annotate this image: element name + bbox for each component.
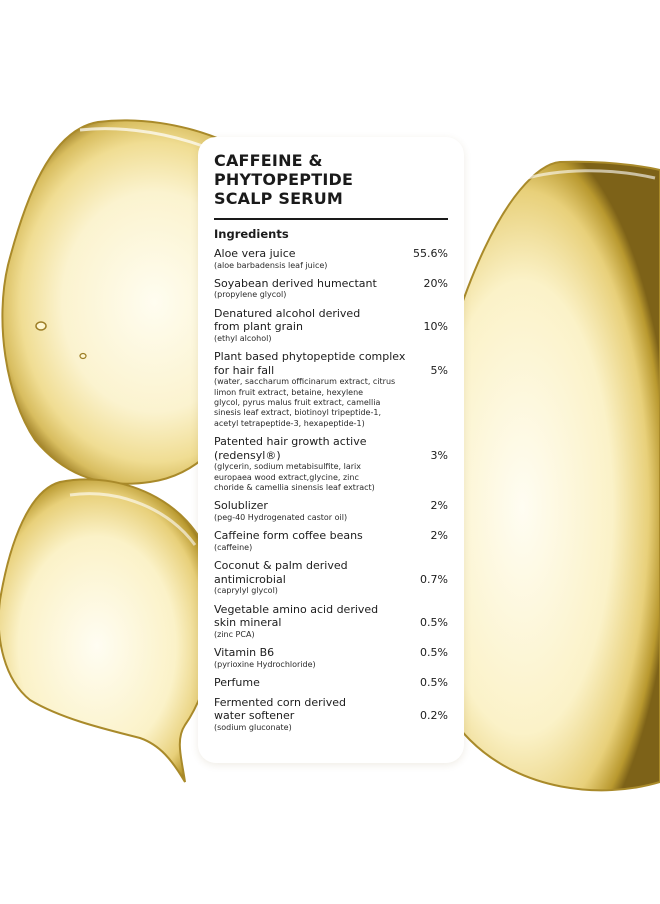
small-bubble-2 (80, 354, 86, 359)
small-bubble-1 (36, 322, 46, 330)
ingredient-row (214, 696, 448, 733)
bottom-left-droplet (0, 479, 217, 782)
ingredient-percent: 0.5% (420, 676, 448, 689)
ingredient-inci: (propylene glycol) (214, 290, 287, 300)
ingredient-row (214, 529, 448, 553)
ingredient-row (214, 499, 448, 523)
ingredient-inci: (zinc PCA) (214, 629, 255, 639)
ingredient-row (214, 435, 448, 493)
ingredient-percent: 2% (430, 499, 448, 513)
ingredient-name: Aloe vera juice (214, 247, 296, 260)
ingredient-name: Vegetable amino acid derived skin mineral (214, 602, 379, 630)
ingredient-row (214, 307, 448, 344)
ingredient-inci: (ethyl alcohol) (214, 333, 272, 343)
ingredient-row (214, 676, 448, 690)
ingredient-inci: (aloe barbadensis leaf juice) (214, 260, 328, 270)
ingredient-name: Plant based phytopeptide complex for hair fall (214, 350, 406, 377)
ingredient-percent: 0.5% (420, 646, 448, 660)
ingredient-percent: 0.5% (420, 616, 448, 630)
ingredient-name: Fermented corn derived water softener (214, 695, 346, 722)
ingredient-inci: (caffeine) (214, 542, 253, 552)
ingredient-percent: 10% (423, 320, 448, 334)
ingredient-row (214, 350, 448, 429)
ingredient-inci: (glycerin, sodium metabisulfite, larix europaea wood extract,glycine, zinc choride & camellia sinensis leaf extract) (214, 462, 375, 493)
ingredients-heading: Ingredients (214, 227, 289, 241)
ingredient-inci: (pyrioxine Hydrochloride) (214, 659, 316, 669)
ingredient-percent: 55.6% (413, 247, 448, 260)
ingredient-percent: 20% (423, 276, 448, 290)
ingredient-row (214, 247, 448, 271)
ingredient-name: Patented hair growth active (redensyl®) (214, 435, 367, 462)
ingredient-inci: (peg-40 Hydrogenated castor oil) (214, 512, 348, 522)
ingredient-name: Caffeine form coffee beans (214, 529, 363, 543)
ingredient-row (214, 603, 448, 640)
ingredient-inci: (caprylyl glycol) (214, 586, 278, 596)
ingredient-percent: 0.7% (420, 572, 448, 586)
ingredient-percent: 3% (430, 448, 448, 462)
product-title-line2: SCALP SERUM (214, 189, 344, 208)
ingredient-percent: 2% (430, 529, 448, 543)
ingredient-row (214, 277, 448, 301)
ingredient-name: Soyabean derived humectant (214, 276, 377, 290)
ingredients-card (198, 137, 464, 763)
ingredient-inci: (sodium gluconate) (214, 722, 292, 732)
product-title (214, 151, 448, 208)
ingredient-row (214, 646, 448, 670)
ingredient-name: Vitamin B6 (214, 646, 275, 660)
product-title-line1: CAFFEINE & PHYTOPEPTIDE (214, 151, 354, 189)
ingredient-name: Denatured alcohol derived from plant grain (214, 306, 361, 334)
ingredient-name: Solublizer (214, 499, 268, 513)
title-divider (214, 218, 448, 220)
ingredient-percent: 5% (430, 363, 448, 377)
ingredient-list (214, 247, 448, 733)
ingredient-inci: (water, saccharum officinarum extract, citrus limon fruit extract, betaine, hexylene glycol, pyrus malus fruit extract, camellia sinesis leaf extract, biotinoyl tripeptide-1, acetyl tetrapeptide-3, hexapeptide-1) (214, 377, 396, 428)
ingredient-name: Coconut & palm derived antimicrobial (214, 559, 348, 586)
ingredient-name: Perfume (214, 676, 260, 689)
ingredient-percent: 0.2% (420, 709, 448, 722)
ingredient-row (214, 559, 448, 596)
